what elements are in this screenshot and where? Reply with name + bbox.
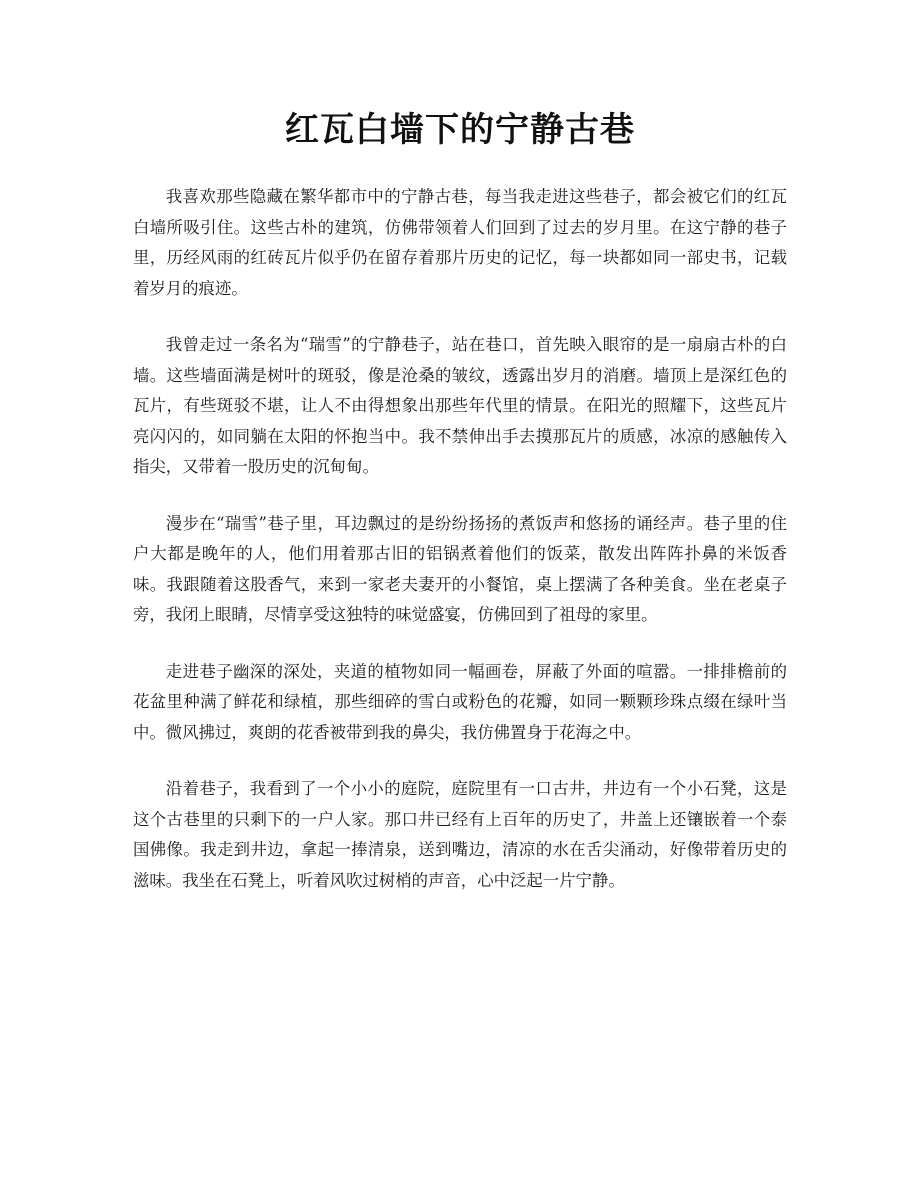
document-title: 红瓦白墙下的宁静古巷	[285, 110, 635, 150]
paragraph-2: 我曾走过一条名为“瑞雪”的宁静巷子，站在巷口，首先映入眼帘的是一扇扇古朴的白墙。这些墙面满是树叶的斑驳，像是沧桑的皱纹，透露出岁月的消磨。墙顶上是深红色的瓦片，有些斑驳不堪，让人不由得想象出那些年代里的情景。在阳光的照耀下，这些瓦片亮闪闪的，如同躺在太阳的怀抱当中。我不禁伸出手去摸那瓦片的质感，冰凉的感触传入指尖，又带着一股历史的沉甸甸。	[133, 335, 787, 476]
paragraph-5: 沿着巷子，我看到了一个小小的庭院，庭院里有一口古井，井边有一个小石凳，这是这个古巷里的只剩下的一户人家。那口井已经有上百年的历史了，井盖上还镶嵌着一个泰国佛像。我走到井边，拿起一捧清泉，送到嘴边，清凉的水在舌尖涌动，好像带着历史的滋味。我坐在石凳上，听着风吹过树梢的声音，心中泛起一片宁静。	[133, 779, 787, 890]
document-body	[133, 182, 787, 922]
paragraph-1: 我喜欢那些隐藏在繁华都市中的宁静古巷，每当我走进这些巷子，都会被它们的红瓦白墙所吸引住。这些古朴的建筑，仿佛带领着人们回到了过去的岁月里。在这宁静的巷子里，历经风雨的红砖瓦片似乎仍在留存着那片历史的记忆，每一块都如同一部史书，记载着岁月的痕迹。	[133, 187, 787, 298]
paragraph-4: 走进巷子幽深的深处，夹道的植物如同一幅画卷，屏蔽了外面的喧嚣。一排排檐前的花盆里种满了鲜花和绿植，那些细碎的雪白或粉色的花瓣，如同一颗颗珍珠点缀在绿叶当中。微风拂过，爽朗的花香被带到我的鼻尖，我仿佛置身于花海之中。	[133, 661, 787, 742]
paragraph-3: 漫步在“瑞雪”巷子里，耳边飘过的是纷纷扬扬的煮饭声和悠扬的诵经声。巷子里的住户大都是晚年的人，他们用着那古旧的铝锅煮着他们的饭菜，散发出阵阵扑鼻的米饭香味。我跟随着这股香气，来到一家老夫妻开的小餐馆，桌上摆满了各种美食。坐在老桌子旁，我闭上眼睛，尽情享受这独特的味觉盛宴，仿佛回到了祖母的家里。	[133, 513, 787, 624]
